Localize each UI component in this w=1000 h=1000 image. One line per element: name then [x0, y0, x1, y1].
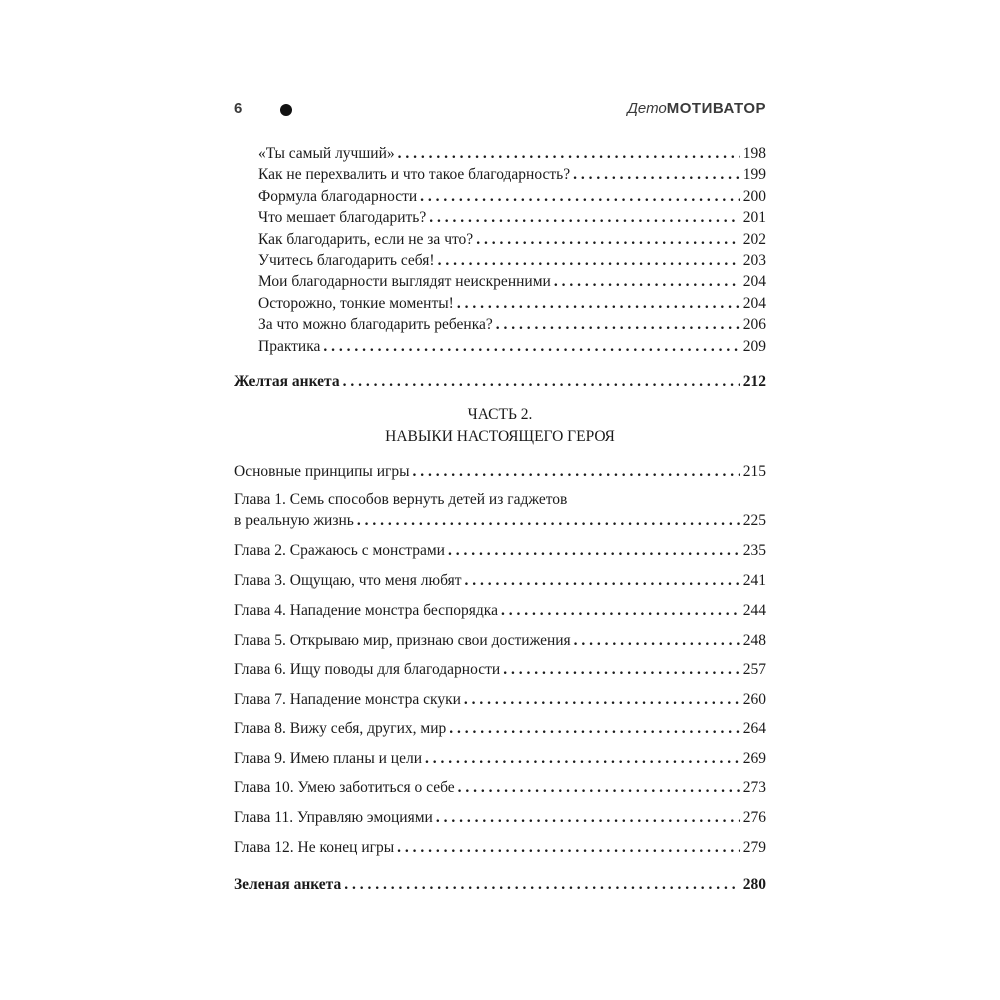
toc-entry-page: 241: [742, 572, 766, 589]
toc-entry: [234, 510, 766, 531]
toc-entry[interactable]: [234, 540, 766, 561]
toc-entry[interactable]: [234, 293, 766, 314]
toc-entry-title: Основные принципы игры: [234, 463, 410, 480]
toc-entry[interactable]: [234, 336, 766, 357]
leader-dots: [344, 874, 740, 895]
toc-entry-title: Глава 11. Управляю эмоциями: [234, 809, 433, 826]
toc-entry-title: Как благодарить, если не за что?: [258, 230, 474, 248]
leader-dots: [573, 164, 740, 185]
toc-entry-page: 204: [742, 294, 766, 312]
toc-entry-page: 209: [742, 337, 766, 355]
toc-entry-page: 279: [742, 839, 766, 856]
leader-dots: [449, 718, 739, 739]
book-title-main: МОТИВАТОР: [666, 100, 766, 117]
toc-entry[interactable]: [234, 748, 766, 769]
toc-entry-page: 235: [742, 542, 766, 559]
toc-chapter-4: [234, 600, 766, 621]
leader-dots: [448, 540, 740, 561]
toc-entry-title: Мои благодарности выглядят неискренними: [258, 273, 551, 291]
toc-entry[interactable]: [234, 229, 766, 250]
toc-entry-page: 202: [742, 230, 766, 248]
toc-entry-page: 273: [742, 779, 766, 796]
leader-dots: [343, 371, 740, 392]
leader-dots: [501, 600, 740, 621]
toc-chapter-1[interactable]: [234, 489, 766, 532]
toc-entry-page: 215: [742, 463, 766, 480]
toc-chapter-2: [234, 540, 766, 561]
toc-entry-page: 225: [742, 512, 766, 530]
leader-dots: [438, 250, 740, 271]
toc-entry-title: Глава 3. Ощущаю, что меня любят: [234, 572, 462, 589]
leader-dots: [554, 271, 740, 292]
leader-dots: [458, 777, 740, 798]
toc-entry[interactable]: [234, 689, 766, 710]
toc-chapter-9: [234, 748, 766, 769]
toc-entry-title: Глава 9. Имею планы и цели: [234, 750, 422, 767]
leader-dots: [413, 461, 740, 482]
toc-entry-title: Осторожно, тонкие моменты!: [258, 294, 454, 312]
leader-dots: [357, 510, 740, 531]
toc-entry-page: 201: [742, 209, 766, 227]
toc-entry-title: Формула благодарности: [258, 187, 418, 205]
leader-dots: [574, 630, 740, 651]
toc-sub-entries: [234, 143, 766, 357]
toc-entry-green-form[interactable]: [234, 874, 766, 895]
toc-entry-title: Зеленая анкета: [234, 876, 342, 893]
toc-entry-page: 200: [742, 187, 766, 205]
toc-entry-principles[interactable]: [234, 461, 766, 482]
leader-dots: [398, 143, 740, 164]
toc-entry[interactable]: [234, 164, 766, 185]
leader-dots: [465, 570, 740, 591]
toc-entry-title: Глава 5. Открываю мир, признаю свои достижения: [234, 632, 571, 649]
toc-entry[interactable]: [234, 600, 766, 621]
toc-chapter-3: [234, 570, 766, 591]
toc-entry[interactable]: [234, 570, 766, 591]
toc-entry-page: 269: [742, 750, 766, 767]
leader-dots: [429, 207, 740, 228]
toc-entry-page: 280: [742, 876, 766, 893]
toc-entry-page: 276: [742, 809, 766, 826]
toc-chapter-10: [234, 777, 766, 798]
toc-entry[interactable]: [234, 659, 766, 680]
toc-entry[interactable]: [234, 143, 766, 164]
toc-entry-page: 257: [742, 661, 766, 678]
toc-entry-title: Что мешает благодарить?: [258, 209, 427, 227]
toc-entry-title: «Ты самый лучший»: [258, 145, 395, 162]
toc-entry[interactable]: [234, 718, 766, 739]
page-number: 6: [234, 100, 243, 117]
toc-chapter-8: [234, 718, 766, 739]
toc-entry-page: 204: [742, 273, 766, 291]
toc-entry-page: 212: [742, 373, 766, 390]
toc-entry[interactable]: [234, 807, 766, 828]
toc-entry-title: Глава 2. Сражаюсь с монстрами: [234, 542, 445, 559]
toc-entry-title: Глава 6. Ищу поводы для благодарности: [234, 661, 501, 678]
toc-entry[interactable]: [234, 777, 766, 798]
toc-chapter-7: [234, 689, 766, 710]
toc-entry-page: 260: [742, 691, 766, 708]
toc-chapter-12: [234, 837, 766, 858]
leader-dots: [323, 336, 739, 357]
toc-entry-title: Как не перехвалить и что такое благодарность?: [258, 166, 571, 184]
toc-entry-title: За что можно благодарить ребенка?: [258, 316, 493, 334]
toc-chapter-6: [234, 659, 766, 680]
toc-entry-page: 198: [742, 145, 766, 162]
toc-entry-page: 248: [742, 632, 766, 649]
toc-entry-page: 244: [742, 602, 766, 619]
book-title-prefix: Дето: [627, 100, 667, 117]
toc-entry[interactable]: [234, 250, 766, 271]
running-header: [234, 100, 766, 126]
toc-entry-title-line2: в реальную жизнь: [234, 512, 354, 530]
toc-entry[interactable]: [234, 207, 766, 228]
leader-dots: [457, 293, 740, 314]
toc-entry-page: 264: [742, 720, 766, 737]
leader-dots: [397, 837, 740, 858]
toc-entry-title: Глава 8. Вижу себя, других, мир: [234, 720, 447, 737]
toc-entry[interactable]: [234, 314, 766, 335]
book-title: [627, 100, 766, 117]
bullet-dot-icon: [280, 104, 292, 116]
leader-dots: [420, 186, 740, 207]
toc-green-form: [234, 874, 766, 895]
leader-dots: [496, 314, 740, 335]
toc-entry-title: Глава 10. Умею заботиться о себе: [234, 779, 455, 796]
toc-entry[interactable]: [234, 186, 766, 207]
toc-entry-page: 203: [742, 251, 766, 269]
toc-chapter-5: [234, 630, 766, 651]
leader-dots: [476, 229, 740, 250]
part-title: НАВЫКИ НАСТОЯЩЕГО ГЕРОЯ: [385, 428, 615, 445]
part-label: ЧАСТЬ 2.: [467, 406, 533, 423]
toc-entry-title: Желтая анкета: [234, 373, 340, 390]
toc-entry-title: Глава 7. Нападение монстра скуки: [234, 691, 461, 708]
toc-entry-title: Практика: [258, 337, 321, 355]
toc-entry[interactable]: [234, 837, 766, 858]
leader-dots: [425, 748, 740, 769]
toc-entry-yellow-form[interactable]: [234, 371, 766, 392]
leader-dots: [464, 689, 740, 710]
part-heading: [234, 404, 766, 448]
toc-entry-page: 206: [742, 316, 766, 334]
toc-entry-title: Учитесь благодарить себя!: [258, 251, 435, 269]
toc-entry[interactable]: [234, 271, 766, 292]
toc-entry-title: Глава 4. Нападение монстра беспорядка: [234, 602, 498, 619]
leader-dots: [503, 659, 740, 680]
toc-chapter-11: [234, 807, 766, 828]
toc-entry-page: 199: [742, 166, 766, 184]
leader-dots: [436, 807, 740, 828]
toc-entry-title: Глава 12. Не конец игры: [234, 839, 395, 856]
toc-entry-title-line1: Глава 1. Семь способов вернуть детей из гаджетов: [234, 491, 568, 508]
toc-principles: [234, 461, 766, 482]
toc-yellow-form: [234, 371, 766, 392]
toc-entry[interactable]: [234, 630, 766, 651]
